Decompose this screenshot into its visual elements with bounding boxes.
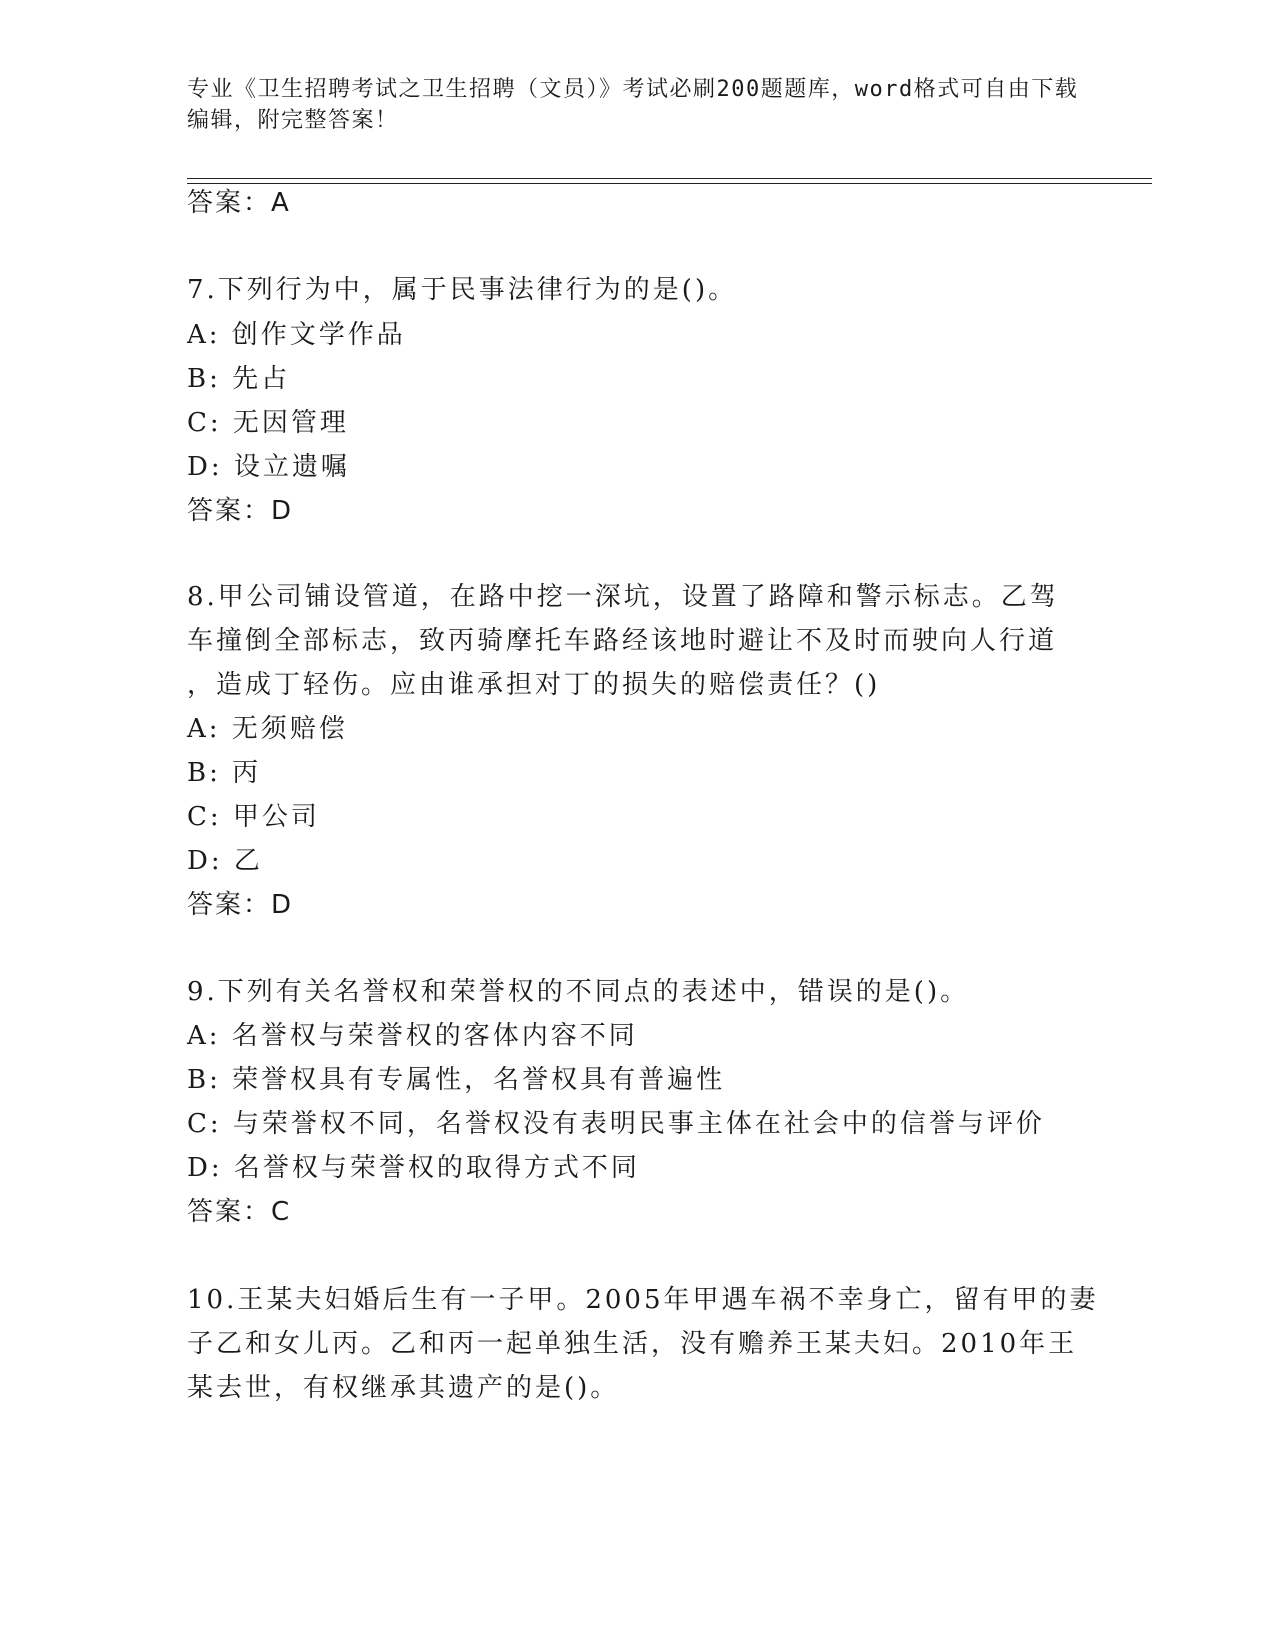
question-9-option-a: A: 名誉权与荣誉权的客体内容不同 xyxy=(187,1021,638,1051)
question-10-line-1: 10.王某夫妇婚后生有一子甲。2005年甲遇车祸不幸身亡，留有甲的妻 xyxy=(187,1285,1099,1315)
question-10-line-2: 子乙和女儿丙。乙和丙一起单独生活，没有赡养王某夫妇。2010年王 xyxy=(187,1329,1078,1359)
question-7-option-d: D: 设立遗嘱 xyxy=(187,452,350,482)
question-8-line-2: 车撞倒全部标志，致丙骑摩托车路经该地时避让不及时而驶向人行道 xyxy=(187,626,1058,656)
header-divider-secondary xyxy=(187,183,1152,184)
question-7-option-b: B: 先占 xyxy=(187,364,291,394)
question-7-option-c: C: 无因管理 xyxy=(187,408,349,438)
question-10-line-3: 某去世，有权继承其遗产的是()。 xyxy=(187,1373,620,1403)
question-8-option-a: A: 无须赔偿 xyxy=(187,714,348,744)
question-9: 9.下列有关名誉权和荣誉权的不同点的表述中，错误的是()。 xyxy=(187,977,970,1007)
question-8-option-b: B: 丙 xyxy=(187,758,262,788)
answer-6: 答案：A xyxy=(187,188,291,218)
answer-7: 答案：D xyxy=(187,496,294,526)
question-7: 7.下列行为中，属于民事法律行为的是()。 xyxy=(187,275,738,305)
header-divider xyxy=(187,178,1152,179)
answer-9: 答案：C xyxy=(187,1197,292,1227)
question-8-option-d: D: 乙 xyxy=(187,846,263,876)
question-8-option-c: C: 甲公司 xyxy=(187,802,320,832)
question-8-line-1: 8.甲公司铺设管道，在路中挖一深坑，设置了路障和警示标志。乙驾 xyxy=(187,582,1059,612)
question-9-option-b: B: 荣誉权具有专属性，名誉权具有普遍性 xyxy=(187,1065,726,1095)
document-header: 专业《卫生招聘考试之卫生招聘（文员）》考试必刷200题题库，word格式可自由下载编辑，附完整答案！ xyxy=(187,77,1079,133)
answer-8: 答案：D xyxy=(187,890,294,920)
question-9-option-d: D: 名誉权与荣誉权的取得方式不同 xyxy=(187,1153,640,1183)
question-7-option-a: A: 创作文学作品 xyxy=(187,320,406,350)
question-9-option-c: C: 与荣誉权不同，名誉权没有表明民事主体在社会中的信誉与评价 xyxy=(187,1109,1045,1139)
question-8-line-3: ，造成丁轻伤。应由谁承担对丁的损失的赔偿责任？() xyxy=(187,670,881,700)
